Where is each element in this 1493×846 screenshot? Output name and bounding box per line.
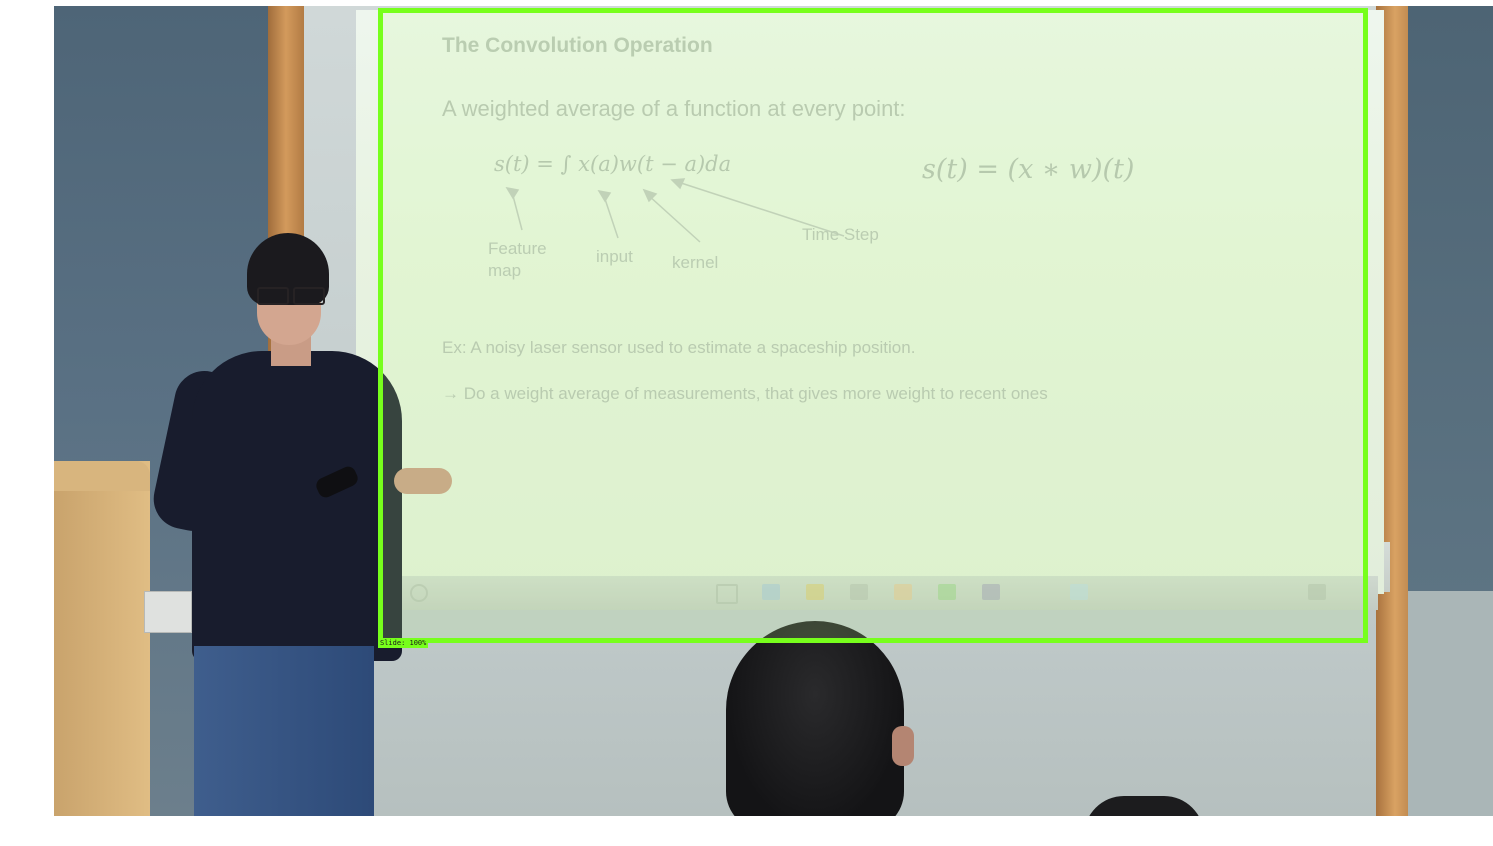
detection-label: Slide: 100% — [380, 639, 427, 647]
wall-lower-right — [1408, 591, 1493, 816]
slide-detection-box — [378, 8, 1368, 643]
label-kernel: kernel — [672, 253, 719, 272]
switchboard — [144, 591, 192, 633]
presenter-jeans — [194, 646, 374, 816]
lectern-top — [54, 461, 150, 491]
label-feature-map: Feature map — [488, 239, 547, 280]
wall-right — [1408, 6, 1493, 596]
label-input: input — [596, 247, 633, 266]
presenter-body — [192, 351, 402, 661]
slide-title: The Convolution Operation — [442, 34, 713, 57]
arrow-text: → Do a weight average of measurements, that gives more weight to recent ones — [442, 384, 1048, 403]
example-text: Ex: A noisy laser sensor used to estimate a spaceship position. — [442, 338, 916, 357]
slide-subtitle: A weighted average of a function at every point: — [442, 96, 906, 121]
audience-head — [726, 621, 904, 816]
audience-ear — [892, 726, 914, 766]
compact-formula: s(t) = (x ∗ w)(t) — [922, 154, 1135, 185]
glasses — [257, 287, 327, 303]
integral-formula: s(t) = ∫ x(a)w(t − a)da — [494, 152, 732, 176]
label-time-step: Time Step — [802, 225, 879, 244]
lectern — [54, 461, 150, 816]
